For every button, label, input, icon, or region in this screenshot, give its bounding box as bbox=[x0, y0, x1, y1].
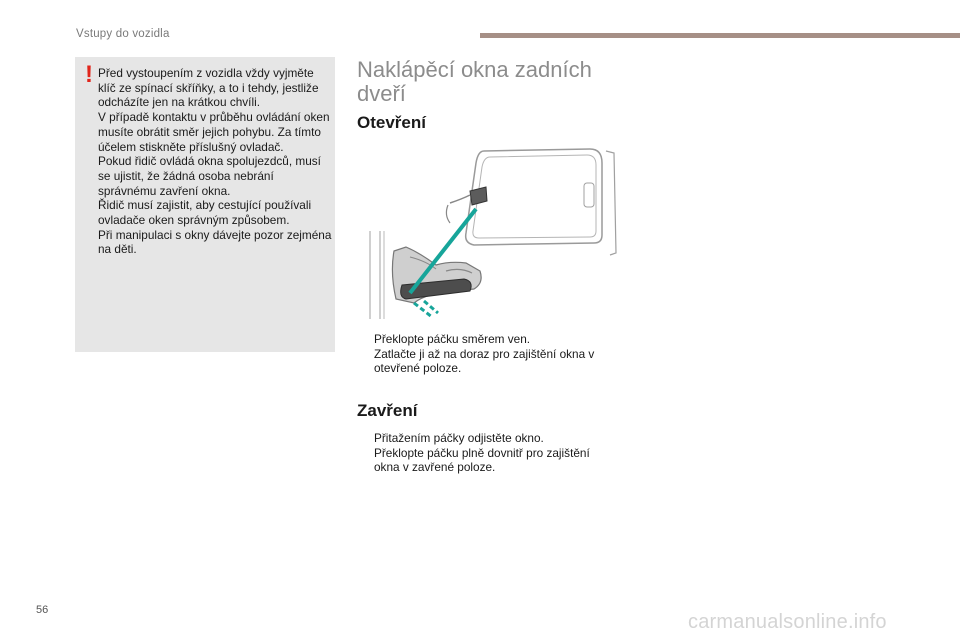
section-title: Naklápěcí okna zadních dveří bbox=[357, 57, 592, 106]
page-number: 56 bbox=[36, 604, 49, 616]
list-item bbox=[357, 347, 617, 376]
opening-steps bbox=[357, 332, 617, 376]
warning-paragraph: Pokud řidič ovládá okna spolujezdců, musí se ujistit, že žádná osoba nebrání správnému zavření okna. bbox=[98, 154, 321, 198]
warning-paragraph: Řidič musí zajistit, aby cestující používali ovladače oken správným způsobem. bbox=[98, 198, 312, 228]
list-item bbox=[357, 446, 617, 475]
warning-paragraph: V případě kontaktu v průběhu ovládání oken musíte obrátit směr jejich pohybu. Za tímto účelem stiskněte příslušný ovladač. bbox=[98, 110, 330, 154]
window-latch-illustration bbox=[366, 143, 622, 323]
chapter-title: Vstupy do vozidla bbox=[76, 28, 170, 40]
step-text: Přitažením páčky odjistěte okno. bbox=[374, 431, 544, 445]
closing-steps bbox=[357, 431, 617, 475]
step-text: Překlopte páčku plně dovnitř pro zajištění okna v zavřené poloze. bbox=[374, 445, 590, 475]
watermark: carmanualsonline.info bbox=[688, 611, 887, 633]
list-item bbox=[357, 431, 617, 446]
warning-paragraph: Před vystoupením z vozidla vždy vyjměte klíč ze spínací skříňky, a to i tehdy, jestliže odcházíte jen na krátkou chvíli. bbox=[98, 66, 319, 110]
chapter-bar bbox=[480, 33, 960, 38]
warning-paragraph: Při manipulaci s okny dávejte pozor zejména na děti. bbox=[98, 227, 332, 257]
step-text: Zatlačte ji až na doraz pro zajištění okna v otevřené poloze. bbox=[374, 346, 595, 376]
step-text: Překlopte páčku směrem ven. bbox=[374, 332, 531, 346]
list-item bbox=[357, 332, 617, 347]
exclamation-icon: ! bbox=[85, 61, 93, 88]
opening-heading: Otevření bbox=[357, 113, 426, 132]
warning-text bbox=[98, 66, 332, 257]
closing-heading: Zavření bbox=[357, 401, 418, 420]
